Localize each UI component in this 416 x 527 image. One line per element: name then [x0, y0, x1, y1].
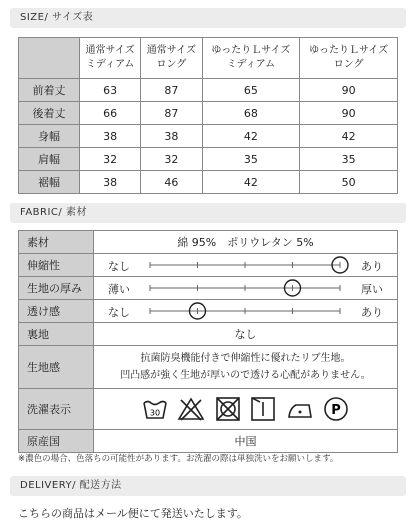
table-cell: 65 [202, 79, 300, 102]
wash-icons [94, 389, 398, 430]
row-label: 裾幅 [19, 171, 80, 194]
table-row [19, 148, 398, 171]
fabric-heading: FABRIC/ 素材 [10, 203, 406, 223]
table-cell: 38 [80, 125, 141, 148]
no-tumble-dry-icon [215, 396, 241, 422]
row-label: 身幅 [19, 125, 80, 148]
lining-label: 裏地 [19, 323, 94, 346]
table-cell: 90 [300, 102, 398, 125]
table-row [19, 125, 398, 148]
wash-30-icon [142, 396, 168, 422]
stretch-scale [94, 254, 397, 276]
table-cell: 38 [141, 125, 202, 148]
size-table [18, 37, 398, 194]
table-cell: 63 [80, 79, 141, 102]
table-cell: 38 [80, 171, 141, 194]
size-col-header: ゆったりＬサイズ ミディアム [202, 38, 300, 79]
size-col-header: 通常サイズ ロング [141, 38, 202, 79]
table-cell: 32 [80, 148, 141, 171]
scale-right-label: 厚い [361, 283, 383, 296]
table-cell: 50 [300, 171, 398, 194]
row-label: 後着丈 [19, 102, 80, 125]
table-cell: 35 [300, 148, 398, 171]
line-dry-icon [250, 396, 276, 422]
material-value: 綿 95% ポリウレタン 5% [94, 231, 398, 254]
fabric-table [18, 230, 398, 453]
feel-label: 生地感 [19, 346, 94, 389]
table-row [19, 171, 398, 194]
table-row [19, 102, 398, 125]
no-bleach-icon [177, 396, 205, 422]
delivery-heading: DELIVERY/ 配送方法 [10, 476, 406, 496]
scale-graphic [144, 254, 352, 276]
row-label: 肩幅 [19, 148, 80, 171]
thickness-label: 生地の厚み [19, 277, 94, 300]
delivery-text: こちらの商品はメール便にて発送いたします。 [18, 507, 248, 520]
sheerness-label: 透け感 [19, 300, 94, 323]
scale-right-label: あり [361, 306, 383, 319]
table-cell: 32 [141, 148, 202, 171]
scale-marker [332, 257, 348, 273]
scale-right-label: あり [361, 260, 383, 273]
table-cell: 42 [202, 171, 300, 194]
material-label: 素材 [19, 231, 94, 254]
size-heading: SIZE/ サイズ表 [10, 8, 406, 28]
table-row [19, 79, 398, 102]
scale-graphic [144, 277, 352, 299]
origin-label: 原産国 [19, 430, 94, 453]
table-cell: 42 [202, 125, 300, 148]
table-cell: 87 [141, 102, 202, 125]
scale-left-label: なし [108, 260, 130, 273]
feel-line: 抗菌防臭機能付きで伸縮性に優れたリブ生地。 [140, 353, 351, 364]
dry-clean-letter: P [331, 403, 342, 418]
stretch-label: 伸縮性 [19, 254, 94, 277]
thickness-scale [94, 277, 397, 299]
sheerness-scale [94, 300, 397, 322]
table-cell: 90 [300, 79, 398, 102]
table-cell: 42 [300, 125, 398, 148]
row-label: 前着丈 [19, 79, 80, 102]
iron-low-icon [286, 396, 314, 422]
scale-left-label: 薄い [108, 283, 130, 296]
scale-marker [285, 280, 301, 296]
origin-value: 中国 [94, 430, 398, 453]
feel-line: 凹凸感が強く生地が厚いので透ける心配がありません。 [120, 370, 371, 381]
scale-graphic [144, 300, 352, 322]
table-cell: 68 [202, 102, 300, 125]
wash-temp-label: 30 [149, 408, 160, 418]
table-cell: 35 [202, 148, 300, 171]
size-col-header: ゆったりＬサイズ ロング [300, 38, 398, 79]
scale-left-label: なし [108, 306, 130, 319]
table-cell: 87 [141, 79, 202, 102]
lining-value: なし [94, 323, 398, 346]
wash-label: 洗濯表示 [19, 389, 94, 430]
scale-marker [190, 303, 206, 319]
size-corner-cell [19, 38, 80, 79]
dry-clean-p-icon [323, 396, 349, 422]
care-note: ※濃色の場合、色落ちの可能性があります。お洗濯の際は単独洗いをお願いします。 [18, 454, 339, 464]
table-cell: 66 [80, 102, 141, 125]
table-cell: 46 [141, 171, 202, 194]
size-col-header: 通常サイズ ミディアム [80, 38, 141, 79]
feel-value [94, 346, 398, 389]
